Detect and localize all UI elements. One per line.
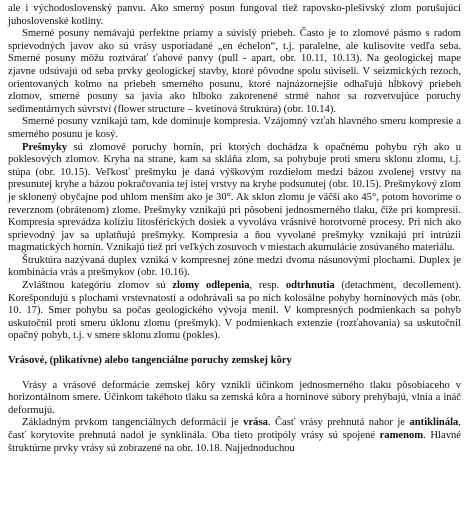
paragraph-duplex xyxy=(8,255,461,280)
section-heading: Vrásové, (plikatívne) alebo tangenciálne poruchy zemskej kôry xyxy=(8,355,292,367)
text-run: , časť korytovite prehnutá nadol je synklinála. Oba tieto protipóly vrásy sú spojené xyxy=(8,417,462,441)
text-run: (detachment, decollement). Korešpondujú s plochami vrstevnatosti a odohrávali sa po nich kolosálne pohyby horninových más (obr. 10. 17). Smer pohybu sa počas geologického vývoja menil. V kompresných podmienkach sa pohyb uskutočnil proti smeru úklonu zlomu (prešmyk). V podmienkach extenzie (rozťahovania) sa uskutočnil opačný pohyb, t.j. v smere sklonu zlomu (pokles). xyxy=(8,280,462,342)
paragraph-folds-intro xyxy=(8,380,461,418)
text-run: ale i východoslovenský panvu. Ako smerný posun fungoval tiež rapovsko-plešivský zlom porušujúci juhoslovenské kotliny. xyxy=(8,3,461,27)
paragraph-strike-slip-compression xyxy=(8,116,461,141)
paragraph-fold-elements xyxy=(8,417,461,455)
bold-term: antiklinála xyxy=(409,417,459,429)
paragraph-thrust-faults xyxy=(8,142,461,255)
text-run: Smerné posuny vznikajú tam, kde dominuje kompresia. Vzájomný vzťah hlavného smeru kompresie a smerného posunu je kosý. xyxy=(8,116,461,140)
text-run: Vrásy a vrásové deformácie zemskej kôry vznikli účinkom jednosmerného tlaku pôsobiaceho v horizontálnom smere. Účinkom takéhoto tlaku sa zemská kôra a horninové súbory prehýbajú, vlnia a ináč deformujú. xyxy=(8,379,461,416)
bold-term: ramenom xyxy=(379,430,424,441)
text-run: . Časť vrásy prehnutá nahor je xyxy=(267,417,410,429)
paragraph-intro-continuation xyxy=(8,3,461,28)
text-run: . Hlavné štruktúrne prvky vrásy sú zobrazené na obr. 10.18. Najjednoduchou xyxy=(8,430,461,454)
text-run: Zvláštnou kategóriu zlomov sú xyxy=(22,280,173,292)
bold-term: odtrhnutia xyxy=(285,280,335,292)
text-run: , resp. xyxy=(249,280,286,292)
text-run: Základným prvkom tangenciálnych deformácií je xyxy=(22,417,244,429)
bold-term: Prešmyky xyxy=(22,141,68,153)
text-run: Smerné posuny nemávajú perfektne priamy a súvislý priebeh. Často je to zlomové pásmo s radom sprievodných javov ako sú vrásy usporiadané „en échelon“, t.j. paralelne, ale kulisovite vedľa seba. Smerné posuny môžu roztvárať ťahové panvy (pull - apart, obr. 10.11, 10.13). Na geologickej mape zjavne odsúvajú od seba prvky geologickej stavby, ktoré pôvodne spolu súviseli. V seizmických rezoch, orientovaných kolmo na priebeh smerného posunu, ktoré najnázornejšie odhaľujú hĺbkový priebeh zlomov, smerné posuny sa javia ako hlboko zakorenené strmé nahor sa rozvetvujúce poruchy sedimentárnych súvrství (flower structure – kvetinová štruktúra) (obr. 10.14). xyxy=(8,28,461,115)
paragraph-detachment xyxy=(8,280,461,343)
bold-term: zlomy odlepenia xyxy=(172,280,250,292)
text-run: sú zlomové poruchy hornín, pri ktorých dochádza k opačnému pohybu rýh ako u poklesových zlomov. Kryha na strane, kam sa skláňa zlom, sa pohybuje proti smeru sklonu zlomu, t.j. stúpa (obr. 10.15). Veľkosť prešmyku je daná výškovým rozdielom medzi bázou zvolenej vrstvy na presunutej kryhe a bázou pokračovania tej istej vrstvy na kryhe podsunutej (obr. 10.15). Prešmykový zlom je sklonený obyčajne pod uhlom menším ako je 30°. Ak sklon zlomu je väčší ako 45°, potom hovoríme o reverznom (obrátenom) zlome. Prešmyky vznikajú pri pôsobení jednosmerného tlaku, čiže pri kompresii. Kompresia sprevádza kolíziu litosférických dosiek a vyvoláva vrásnivé horotvorné procesy. Pri nich ako sprievodný jav sa uplatňujú prešmyky. Kompresia a ňou vyvolané prešmyky vznikajú pri intrúzii magmatických hornín. Vznikajú tiež pri veľkých zosuvoch v miestach akumulácie zosúvaného materiálu. xyxy=(8,141,461,254)
paragraph-strike-slip-description xyxy=(8,28,461,116)
text-run: Štruktúra nazývaná duplex vzniká v kompresnej zóne medzi dvoma násunovými plochami. Duplex je kombinácia vrás a prešmykov (obr. 10.16). xyxy=(8,254,461,279)
section-gap xyxy=(8,368,461,380)
bold-term: vrása xyxy=(243,417,268,429)
section-gap xyxy=(8,343,461,355)
